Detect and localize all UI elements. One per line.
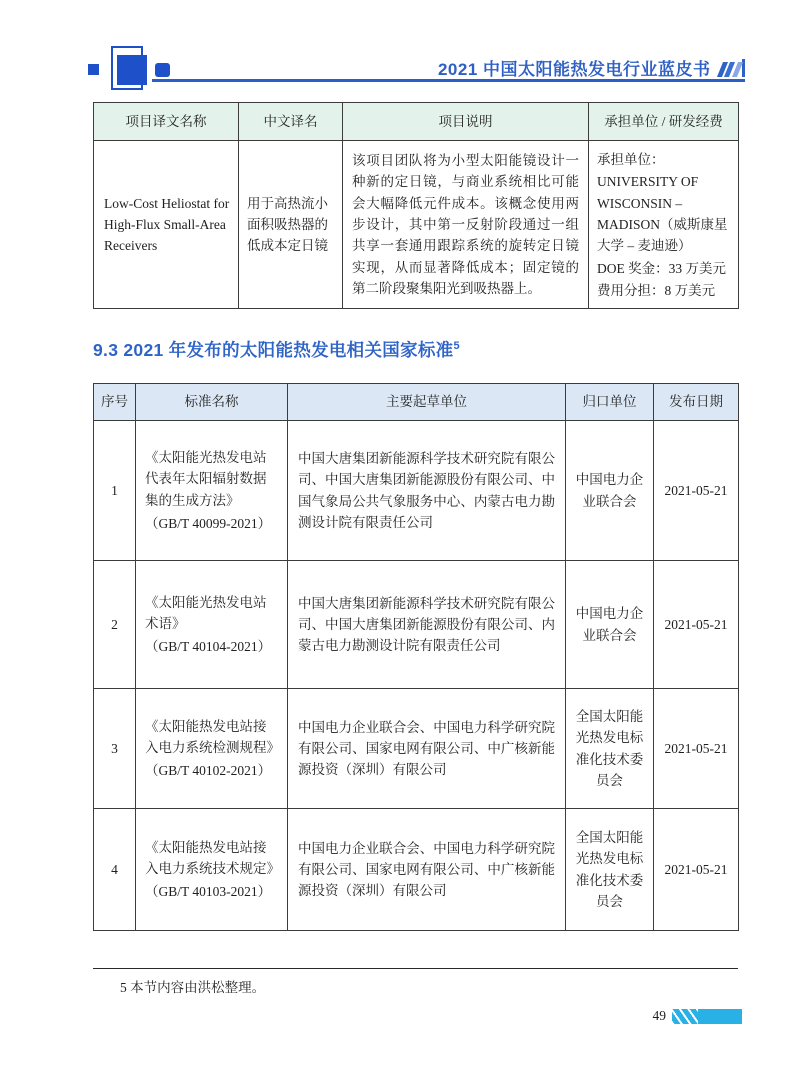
col-header-authority: 归口单位 <box>566 384 654 421</box>
col-header-project-desc: 项目说明 <box>343 103 589 141</box>
project-name-en: Low-Cost Heliostat for High-Flux Small-Area Receivers <box>94 141 239 309</box>
standard-code: （GB/T 40104-2021） <box>145 639 272 655</box>
project-table-header-row <box>94 103 739 141</box>
standard-name-cell <box>136 561 288 689</box>
header <box>438 55 745 80</box>
col-header-drafters: 主要起草单位 <box>288 384 566 421</box>
project-table-row <box>94 141 739 309</box>
drafters: 中国电力企业联合会、中国电力科学研究院有限公司、国家电网有限公司、中广核新能源投资（深圳）有限公司 <box>288 809 566 931</box>
row-no: 1 <box>94 421 136 561</box>
page-number: 49 <box>652 1008 666 1023</box>
standard-name: 《太阳能光热发电站代表年太阳辐射数据集的生成方法》 <box>145 449 267 508</box>
standard-name-cell <box>136 421 288 561</box>
standards-table-header-row <box>94 384 739 421</box>
funding-line: UNIVERSITY OF WISCONSIN – MADISON（威斯康星大学 – 麦迪逊） <box>597 174 728 254</box>
standard-name: 《太阳能热发电站接入电力系统技术规定》 <box>145 839 280 876</box>
slashes-icon <box>720 59 746 77</box>
col-header-project-name-en: 项目译文名称 <box>94 103 239 141</box>
row-no: 4 <box>94 809 136 931</box>
logo-big-square <box>117 55 147 85</box>
publish-date: 2021-05-21 <box>654 561 739 689</box>
standards-table <box>93 383 739 931</box>
project-table <box>93 102 739 309</box>
funding-line: 费用分担：8 万美元 <box>597 282 716 298</box>
page-number-bar-icon <box>672 1009 742 1024</box>
table-row <box>94 421 739 561</box>
row-no: 2 <box>94 561 136 689</box>
drafters: 中国电力企业联合会、中国电力科学研究院有限公司、国家电网有限公司、中广核新能源投资（深圳）有限公司 <box>288 689 566 809</box>
authority: 全国太阳能光热发电标准化技术委员会 <box>566 689 654 809</box>
footnote-reference: 5 <box>453 340 460 353</box>
publish-date: 2021-05-21 <box>654 421 739 561</box>
publish-date: 2021-05-21 <box>654 689 739 809</box>
project-name-cn: 用于高热流小面积吸热器的低成本定日镜 <box>239 141 343 309</box>
document-title: 2021 中国太阳能热发电行业蓝皮书 <box>437 60 711 79</box>
standard-name: 《太阳能热发电站接入电力系统检测规程》 <box>145 718 280 755</box>
blue-squares-logo-icon <box>88 46 172 94</box>
logo-round-square <box>155 63 170 77</box>
section-heading <box>93 337 460 362</box>
col-header-standard-name: 标准名称 <box>136 384 288 421</box>
table-row <box>94 809 739 931</box>
project-funding <box>589 141 739 309</box>
drafters: 中国大唐集团新能源科学技术研究院有限公司、中国大唐集团新能源股份有限公司、中国气象局公共气象服务中心、内蒙古电力勘测设计院有限责任公司 <box>288 421 566 561</box>
footnote-divider <box>93 968 738 969</box>
table-row <box>94 689 739 809</box>
authority: 全国太阳能光热发电标准化技术委员会 <box>566 809 654 931</box>
authority: 中国电力企业联合会 <box>566 561 654 689</box>
project-description: 该项目团队将为小型太阳能镜设计一种新的定日镜，与商业系统相比可能会大幅降低元件成本。该概念使用两步设计，其中第一反射阶段通过一组共享一套通用跟踪系统的旋转定日镜实现，从而显著降低成本；固定镜的第二阶段聚集阳光到吸热器上。 <box>343 141 589 309</box>
standard-code: （GB/T 40099-2021） <box>145 515 272 531</box>
authority: 中国电力企业联合会 <box>566 421 654 561</box>
logo-small-square <box>88 64 99 75</box>
drafters: 中国大唐集团新能源科学技术研究院有限公司、中国大唐集团新能源股份有限公司、内蒙古电力勘测设计院有限责任公司 <box>288 561 566 689</box>
col-header-no: 序号 <box>94 384 136 421</box>
standard-name-cell <box>136 809 288 931</box>
col-header-project-name-cn: 中文译名 <box>239 103 343 141</box>
col-header-project-funding: 承担单位 / 研发经费 <box>589 103 739 141</box>
col-header-date: 发布日期 <box>654 384 739 421</box>
funding-line: DOE 奖金：33 万美元 <box>597 260 726 276</box>
footnote-text: 5 本节内容由洪松整理。 <box>120 980 266 995</box>
standard-code: （GB/T 40102-2021） <box>145 763 272 779</box>
table-row <box>94 561 739 689</box>
section-heading-text: 9.3 2021 年发布的太阳能热发电相关国家标准 <box>93 340 454 360</box>
publish-date: 2021-05-21 <box>654 809 739 931</box>
standard-code: （GB/T 40103-2021） <box>145 884 272 900</box>
page-number-block <box>653 1008 743 1024</box>
standard-name-cell <box>136 689 288 809</box>
standard-name: 《太阳能光热发电站术语》 <box>145 594 267 631</box>
funding-line: 承担单位： <box>597 152 665 167</box>
row-no: 3 <box>94 689 136 809</box>
